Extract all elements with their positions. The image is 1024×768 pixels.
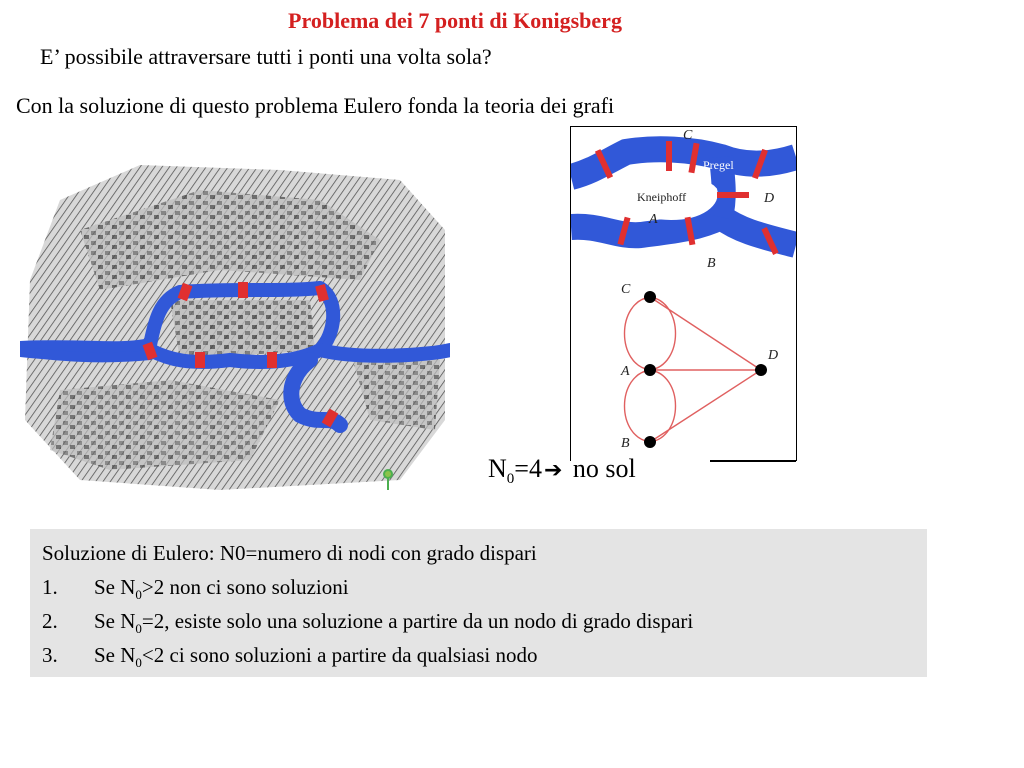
solution-item-subscript: 0 bbox=[135, 655, 142, 671]
bridges-graph-figure bbox=[571, 127, 796, 461]
solution-item-text: =2, esiste solo una soluzione a partire da un nodo di grado dispari bbox=[141, 609, 694, 633]
solution-item-2 bbox=[42, 609, 693, 637]
graph-node-label-d: D bbox=[768, 348, 779, 363]
solution-item-number: 3. bbox=[42, 643, 58, 667]
result-line bbox=[488, 454, 636, 488]
region-label-c: C bbox=[683, 128, 693, 143]
graph-node-d bbox=[755, 364, 767, 376]
graph-node-c bbox=[644, 291, 656, 303]
solution-item-1 bbox=[42, 575, 349, 603]
solution-heading: Soluzione di Eulero: N0=numero di nodi con grado dispari bbox=[42, 541, 537, 565]
frame-bottom-line bbox=[710, 460, 796, 462]
solution-item-subscript: 0 bbox=[135, 621, 142, 637]
result-text: no sol bbox=[566, 454, 636, 483]
solution-item-prefix: Se N bbox=[94, 575, 136, 599]
graph-node-b bbox=[644, 436, 656, 448]
graph-node-label-a: A bbox=[621, 364, 630, 379]
result-prefix: N bbox=[488, 454, 507, 483]
result-subscript: 0 bbox=[506, 471, 515, 488]
solution-item-number: 2. bbox=[42, 609, 58, 633]
solution-item-prefix: Se N bbox=[94, 609, 136, 633]
konigsberg-map-image bbox=[20, 160, 450, 495]
region-label-d: D bbox=[764, 191, 775, 206]
graph-edge-cd bbox=[650, 297, 761, 370]
graph-edge-ab-left bbox=[625, 370, 651, 442]
solution-item-subscript: 0 bbox=[135, 587, 142, 603]
island-label: Kneiphoff bbox=[637, 190, 687, 204]
graph-edge-ca-left bbox=[625, 297, 651, 370]
river-label: Pregel bbox=[703, 158, 734, 172]
graph-edge-bd bbox=[650, 370, 761, 442]
solution-item-text: >2 non ci sono soluzioni bbox=[141, 575, 349, 599]
graph-node-label-c: C bbox=[621, 282, 631, 297]
graph-node-label-b: B bbox=[621, 436, 630, 451]
solution-item-3 bbox=[42, 643, 538, 671]
graph-node-a bbox=[644, 364, 656, 376]
graph-edge-ca-right bbox=[650, 297, 676, 370]
slide-title: Problema dei 7 ponti di Konigsberg bbox=[288, 8, 622, 33]
right-arrow-icon: ➔ bbox=[543, 458, 563, 483]
region-label-b: B bbox=[707, 256, 716, 271]
slide-subtitle: Con la soluzione di questo problema Eulero fonda la teoria dei grafi bbox=[16, 93, 615, 118]
solution-item-text: <2 ci sono soluzioni a partire da qualsiasi nodo bbox=[141, 643, 538, 667]
solution-box bbox=[30, 529, 927, 677]
region-label-a: A bbox=[649, 212, 658, 227]
slide-question: E’ possibile attraversare tutti i ponti una volta sola? bbox=[40, 44, 492, 69]
result-value: =4 bbox=[514, 454, 542, 483]
solution-item-prefix: Se N bbox=[94, 643, 136, 667]
graph-diagram-frame bbox=[570, 126, 797, 461]
solution-item-number: 1. bbox=[42, 575, 58, 599]
graph-edge-ab-right bbox=[650, 370, 676, 442]
